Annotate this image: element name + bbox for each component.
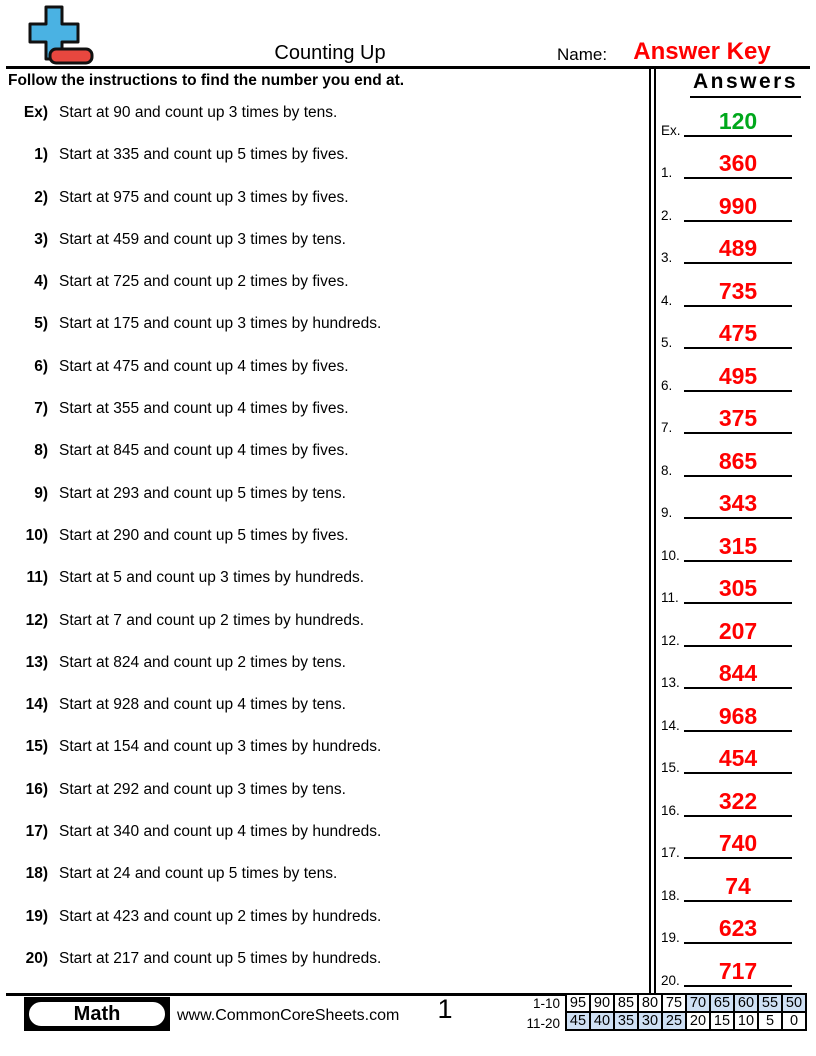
question-number: 6) bbox=[34, 357, 48, 375]
answer-number: 1. bbox=[661, 165, 673, 180]
subject-label: Math bbox=[73, 1002, 121, 1025]
score-cell: 60 bbox=[734, 994, 758, 1012]
score-cell: 25 bbox=[662, 1012, 686, 1030]
answer-slot bbox=[656, 98, 793, 141]
question-row bbox=[8, 865, 638, 907]
question-row bbox=[8, 696, 638, 738]
question-number: 14) bbox=[25, 696, 48, 714]
question-row bbox=[8, 823, 638, 865]
question-text: Start at 5 and count up 3 times by hundreds. bbox=[59, 569, 365, 587]
answer-number: 11. bbox=[661, 590, 679, 605]
answer-number: 6. bbox=[661, 377, 673, 393]
answer-number: 3. bbox=[661, 250, 673, 265]
answer-value: 375 bbox=[684, 407, 792, 434]
question-text: Start at 355 and count up 4 times by fives. bbox=[59, 400, 349, 418]
question-number: 19) bbox=[25, 907, 48, 925]
question-number: 11) bbox=[26, 569, 48, 587]
answer-number: 10. bbox=[661, 547, 680, 563]
question-number: 2) bbox=[34, 188, 48, 206]
score-table bbox=[565, 993, 807, 1031]
answer-slot bbox=[656, 183, 793, 226]
question-row bbox=[8, 654, 638, 696]
question-row bbox=[8, 273, 638, 315]
score-range-labels bbox=[480, 994, 560, 1033]
question-text: Start at 824 and count up 2 times by tens. bbox=[59, 653, 346, 671]
score-cell: 85 bbox=[614, 994, 638, 1012]
score-cell: 0 bbox=[782, 1012, 806, 1030]
answer-number: 2. bbox=[661, 207, 673, 223]
questions-list bbox=[8, 104, 638, 992]
score-row-label: 11-20 bbox=[526, 1015, 560, 1031]
answers-list bbox=[656, 98, 793, 991]
answer-number: 17. bbox=[661, 845, 680, 860]
question-text: Start at 175 and count up 3 times by hundreds. bbox=[59, 315, 382, 333]
answer-number: 14. bbox=[661, 717, 680, 733]
answer-slot bbox=[656, 863, 793, 906]
answer-number: 7. bbox=[661, 420, 673, 435]
score-cell: 90 bbox=[590, 994, 614, 1012]
score-cell: 20 bbox=[686, 1012, 710, 1030]
answer-value: 844 bbox=[684, 662, 792, 689]
score-cell: 30 bbox=[638, 1012, 662, 1030]
answer-value: 865 bbox=[684, 450, 792, 477]
question-row bbox=[8, 400, 638, 442]
answers-column-separator bbox=[649, 69, 656, 993]
answer-number: 13. bbox=[661, 675, 680, 690]
answer-value: 489 bbox=[684, 237, 792, 264]
score-cell: 65 bbox=[710, 994, 734, 1012]
score-cell: 50 bbox=[782, 994, 806, 1012]
question-number: 4) bbox=[34, 273, 48, 291]
answer-slot bbox=[656, 693, 793, 736]
question-text: Start at 975 and count up 3 times by fives. bbox=[59, 188, 349, 206]
math-badge-pill bbox=[27, 1000, 167, 1028]
question-text: Start at 725 and count up 2 times by fives. bbox=[59, 273, 349, 291]
answer-slot bbox=[656, 311, 793, 354]
answer-slot bbox=[656, 396, 793, 439]
question-text: Start at 423 and count up 2 times by hundreds. bbox=[59, 907, 382, 925]
answers-heading: Answers bbox=[690, 70, 801, 98]
question-number: 12) bbox=[25, 611, 48, 629]
answer-slot bbox=[656, 268, 793, 311]
answer-value: 717 bbox=[684, 960, 792, 987]
answer-value: 475 bbox=[684, 322, 792, 349]
answer-value: 315 bbox=[684, 535, 792, 562]
score-cell: 15 bbox=[710, 1012, 734, 1030]
question-number: 5) bbox=[34, 315, 48, 333]
question-text: Start at 7 and count up 2 times by hundreds. bbox=[59, 611, 365, 629]
answer-value: 322 bbox=[684, 790, 792, 817]
question-row bbox=[8, 527, 638, 569]
question-row bbox=[8, 485, 638, 527]
question-text: Start at 154 and count up 3 times by hundreds. bbox=[59, 738, 382, 756]
question-number: 17) bbox=[25, 823, 48, 841]
question-number: 10) bbox=[25, 526, 48, 544]
answer-slot bbox=[656, 353, 793, 396]
website-text: www.CommonCoreSheets.com bbox=[177, 1007, 400, 1024]
question-row bbox=[8, 569, 638, 611]
page-title: Counting Up bbox=[274, 42, 386, 64]
answer-number: 9. bbox=[661, 505, 673, 520]
question-number: 7) bbox=[34, 400, 48, 418]
name-label: Name: bbox=[557, 45, 608, 64]
answer-number: 5. bbox=[661, 335, 673, 350]
answer-value: 735 bbox=[684, 280, 792, 307]
answer-slot bbox=[656, 608, 793, 651]
answer-value: 623 bbox=[684, 917, 792, 944]
question-row bbox=[8, 612, 638, 654]
answer-value: 120 bbox=[684, 110, 792, 137]
score-cell: 55 bbox=[758, 994, 782, 1012]
question-text: Start at 928 and count up 4 times by tens. bbox=[59, 696, 346, 714]
plus-minus-icon bbox=[24, 5, 112, 68]
score-cell: 45 bbox=[566, 1012, 590, 1030]
question-number: 8) bbox=[34, 442, 48, 460]
question-text: Start at 217 and count up 5 times by hundreds. bbox=[59, 949, 382, 967]
question-text: Start at 340 and count up 4 times by hundreds. bbox=[59, 823, 382, 841]
question-text: Start at 24 and count up 5 times by tens. bbox=[59, 865, 338, 883]
score-cell: 75 bbox=[662, 994, 686, 1012]
score-cell: 70 bbox=[686, 994, 710, 1012]
answer-slot bbox=[656, 948, 793, 991]
answer-slot bbox=[656, 226, 793, 269]
answer-value: 990 bbox=[684, 195, 792, 222]
answer-slot bbox=[656, 651, 793, 694]
answer-number: 16. bbox=[661, 802, 680, 818]
question-row bbox=[8, 908, 638, 950]
answer-number: 18. bbox=[661, 887, 680, 903]
answer-number: Ex. bbox=[661, 122, 681, 138]
question-row bbox=[8, 104, 638, 146]
score-cell: 10 bbox=[734, 1012, 758, 1030]
score-cell: 35 bbox=[614, 1012, 638, 1030]
question-row bbox=[8, 231, 638, 273]
question-number: 3) bbox=[34, 230, 48, 248]
score-cell: 40 bbox=[590, 1012, 614, 1030]
answer-value: 360 bbox=[684, 152, 792, 179]
question-number: 13) bbox=[25, 653, 48, 671]
answer-slot bbox=[656, 566, 793, 609]
question-row bbox=[8, 950, 638, 992]
answer-number: 4. bbox=[661, 292, 673, 308]
math-badge bbox=[24, 997, 170, 1031]
question-number: 1) bbox=[34, 146, 48, 164]
answer-number: 20. bbox=[661, 972, 680, 988]
answer-value: 74 bbox=[684, 875, 792, 902]
question-text: Start at 459 and count up 3 times by tens. bbox=[59, 230, 346, 248]
question-row bbox=[8, 315, 638, 357]
answer-number: 12. bbox=[661, 632, 680, 648]
answer-slot bbox=[656, 438, 793, 481]
answer-number: 19. bbox=[661, 930, 680, 945]
question-text: Start at 290 and count up 5 times by fives. bbox=[59, 526, 349, 544]
question-number: 15) bbox=[25, 738, 48, 756]
answer-slot bbox=[656, 523, 793, 566]
answer-value: 207 bbox=[684, 620, 792, 647]
question-number: 20) bbox=[25, 949, 48, 967]
page-number: 1 bbox=[437, 994, 453, 1024]
answer-slot bbox=[656, 778, 793, 821]
question-row bbox=[8, 146, 638, 188]
answer-key-text: Answer Key bbox=[633, 38, 771, 65]
answer-value: 740 bbox=[684, 832, 792, 859]
question-row bbox=[8, 738, 638, 780]
score-cell: 80 bbox=[638, 994, 662, 1012]
commoncoresheets-logo bbox=[24, 5, 112, 68]
answer-value: 343 bbox=[684, 492, 792, 519]
instruction-text: Follow the instructions to find the number you end at. bbox=[8, 72, 405, 89]
question-row bbox=[8, 781, 638, 823]
question-number: Ex) bbox=[23, 104, 48, 121]
header-divider bbox=[6, 66, 810, 69]
score-row bbox=[566, 994, 806, 1012]
score-row-label: 1-10 bbox=[532, 996, 560, 1011]
question-text: Start at 335 and count up 5 times by fives. bbox=[59, 146, 349, 164]
question-number: 9) bbox=[34, 484, 48, 502]
answer-slot bbox=[656, 906, 793, 949]
answer-slot bbox=[656, 821, 793, 864]
answer-value: 495 bbox=[684, 365, 792, 392]
question-text: Start at 292 and count up 3 times by tens. bbox=[59, 780, 346, 798]
answer-number: 8. bbox=[661, 462, 673, 478]
answer-number: 15. bbox=[661, 760, 680, 775]
score-cell: 95 bbox=[566, 994, 590, 1012]
answer-value: 968 bbox=[684, 705, 792, 732]
question-row bbox=[8, 189, 638, 231]
question-row bbox=[8, 358, 638, 400]
answer-slot bbox=[656, 481, 793, 524]
answer-value: 305 bbox=[684, 577, 792, 604]
answer-value: 454 bbox=[684, 747, 792, 774]
question-text: Start at 293 and count up 5 times by tens. bbox=[59, 484, 346, 502]
answer-slot bbox=[656, 141, 793, 184]
question-text: Start at 475 and count up 4 times by fives. bbox=[59, 357, 349, 375]
question-number: 18) bbox=[25, 865, 48, 883]
answer-slot bbox=[656, 736, 793, 779]
question-number: 16) bbox=[25, 780, 48, 798]
score-row bbox=[566, 1012, 806, 1030]
score-cell: 5 bbox=[758, 1012, 782, 1030]
question-text: Start at 90 and count up 3 times by tens. bbox=[59, 104, 338, 121]
question-text: Start at 845 and count up 4 times by fives. bbox=[59, 442, 349, 460]
question-row bbox=[8, 442, 638, 484]
